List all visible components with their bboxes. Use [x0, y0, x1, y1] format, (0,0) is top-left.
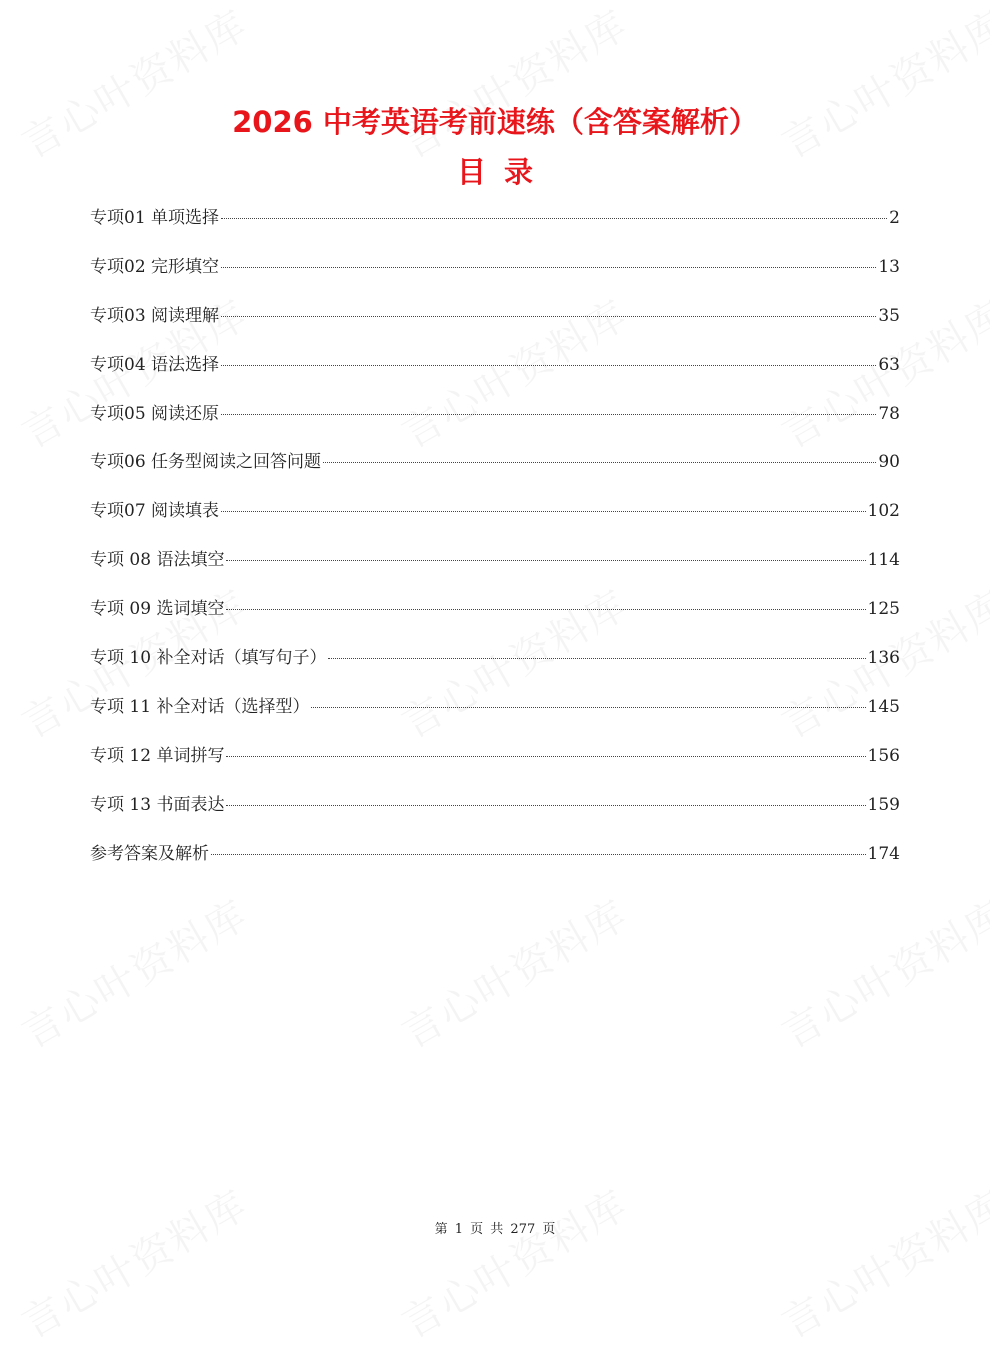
toc-entry-label: 专项04 语法选择 [90, 354, 220, 375]
toc-entry-label: 专项 09 选词填空 [90, 599, 225, 620]
toc-entry-page: 174 [867, 843, 900, 864]
toc-entry[interactable] [90, 204, 900, 253]
toc-entry-page: 63 [878, 354, 900, 375]
watermark-text [390, 884, 637, 1059]
toc-entry[interactable] [90, 302, 900, 351]
toc-entry-page: 78 [878, 403, 900, 424]
toc-entry[interactable] [90, 644, 900, 693]
toc-entry-page: 102 [867, 501, 900, 522]
toc-entry[interactable] [90, 546, 900, 595]
toc-entry[interactable] [90, 400, 900, 449]
toc-leader-dots [226, 756, 865, 757]
toc-entry-page: 35 [878, 305, 900, 326]
toc-leader-dots [211, 854, 866, 855]
watermark-text [10, 0, 257, 169]
toc-entry-page: 159 [867, 794, 900, 815]
toc-leader-dots [221, 511, 866, 512]
toc-heading: 目录 [456, 155, 551, 189]
toc-entry-label: 专项05 阅读还原 [90, 403, 220, 424]
watermark-text [390, 1174, 637, 1349]
table-of-contents [90, 204, 900, 888]
watermark-text [770, 1174, 990, 1349]
toc-entry-page: 125 [867, 599, 900, 620]
toc-entry-page: 2 [889, 208, 900, 228]
toc-leader-dots [221, 414, 876, 415]
toc-entry[interactable] [90, 693, 900, 742]
watermark-text [10, 1174, 257, 1349]
toc-leader-dots [221, 218, 887, 219]
toc-leader-dots [221, 365, 876, 366]
toc-entry-page: 136 [867, 648, 900, 669]
toc-entry[interactable] [90, 448, 900, 497]
toc-entry-label: 专项 12 单词拼写 [90, 745, 225, 766]
watermark-text [770, 0, 990, 169]
toc-entry-page: 114 [867, 550, 900, 571]
watermark-text [10, 884, 257, 1059]
page-number-footer: 第 1 页 共 277 页 [434, 1222, 556, 1237]
watermark-text [770, 884, 990, 1059]
toc-entry-label: 专项 11 补全对话（选择型） [90, 696, 310, 717]
toc-leader-dots [311, 707, 865, 708]
toc-entry[interactable] [90, 497, 900, 546]
toc-leader-dots [221, 316, 876, 317]
toc-leader-dots [323, 462, 876, 463]
toc-leader-dots [226, 805, 865, 806]
toc-entry-page: 156 [867, 745, 900, 766]
toc-leader-dots [328, 658, 865, 659]
document-title: 2026 中考英语考前速练（含答案解析） [232, 105, 758, 139]
toc-leader-dots [226, 609, 865, 610]
toc-entry[interactable] [90, 595, 900, 644]
toc-entry-label: 专项 10 补全对话（填写句子） [90, 648, 327, 669]
toc-entry-page: 145 [867, 696, 900, 717]
toc-entry-page: 90 [878, 452, 900, 473]
toc-entry-label: 专项07 阅读填表 [90, 501, 220, 522]
toc-entry-label: 专项 08 语法填空 [90, 550, 225, 571]
toc-leader-dots [226, 560, 865, 561]
toc-entry-label: 专项03 阅读理解 [90, 305, 220, 326]
toc-entry-label: 参考答案及解析 [90, 843, 209, 864]
toc-entry-label: 专项01 单项选择 [90, 208, 220, 228]
watermark-text [390, 0, 637, 169]
toc-entry-label: 专项06 任务型阅读之回答问题 [90, 452, 322, 473]
toc-entry[interactable] [90, 791, 900, 840]
toc-entry-label: 专项02 完形填空 [90, 256, 220, 277]
toc-entry[interactable] [90, 351, 900, 400]
toc-entry[interactable] [90, 253, 900, 302]
toc-entry-label: 专项 13 书面表达 [90, 794, 225, 815]
toc-leader-dots [221, 267, 876, 268]
toc-entry[interactable] [90, 840, 900, 889]
toc-entry[interactable] [90, 742, 900, 791]
toc-entry-page: 13 [878, 256, 900, 277]
